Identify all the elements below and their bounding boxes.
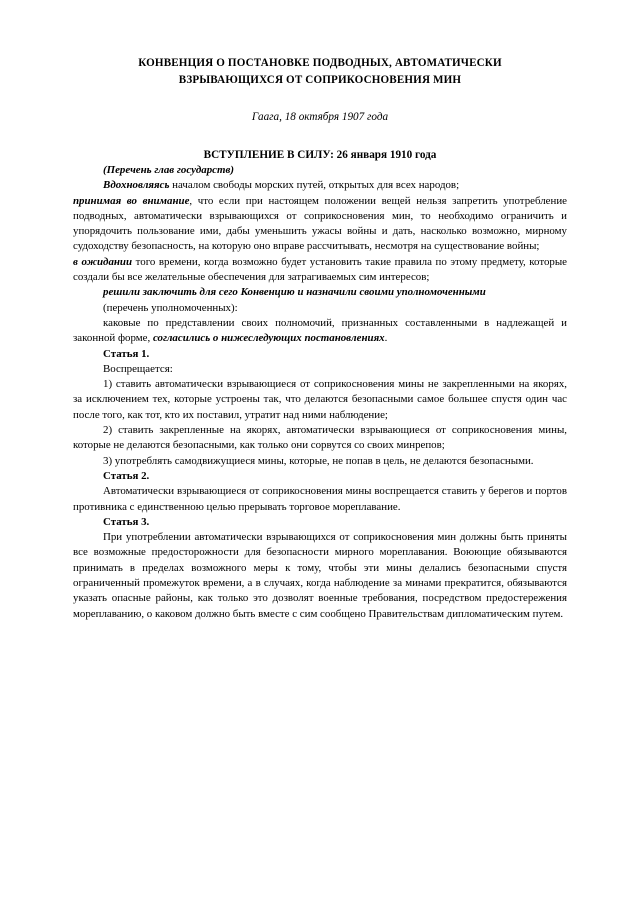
article-1-heading: Статья 1. — [103, 347, 150, 360]
recital-2 — [73, 194, 567, 255]
entry-into-force: ВСТУПЛЕНИЕ В СИЛУ: 26 января 1910 года — [203, 149, 437, 161]
recital-3-lead: в ожидании — [73, 255, 133, 268]
agreement-clause — [73, 316, 567, 347]
article-1-lead: Воспрещается: — [103, 362, 173, 375]
article-3-heading: Статья 3. — [103, 515, 150, 528]
place-and-date: Гаага, 18 октября 1907 года — [251, 111, 389, 123]
page-title — [73, 55, 567, 88]
recital-2-lead: принимая во внимание — [73, 194, 190, 207]
agreement-tail: . — [384, 332, 388, 345]
agreement-emphasis: согласились о нижеследующих постановлениях — [152, 332, 385, 345]
article-2-heading: Статья 2. — [103, 469, 150, 482]
recital-1-lead: Вдохновляясь — [103, 179, 170, 192]
agreement-lead: каковые по представлении своих полномочий, признанных составленными в надлежащей и законной форме, — [73, 316, 567, 345]
resolution-clause: решили заключить для сего Конвенцию и назначили своими уполномоченными — [103, 286, 486, 299]
article-1-item-1: 1) ставить автоматически взрывающиеся от соприкосновения мины не закрепленными на якорях, за исключением тех, которые устроены так, что делаются безопасными самое большее спустя один час после того, как тот, кто их поставил, утратит над ними наблюдение; — [73, 378, 567, 421]
article-3-paragraph-1: При употреблении автоматически взрывающихся от соприкосновения мин должны быть приняты все возможные предосторожности для безопасности мирного мореплавания. Воюющие обязываются принимать в пределах возможного меры к тому, чтобы эти мины делались безопасными спустя ограниченный промежуток времени, а в случаях, когда наблюдение за минами прекратится, обязываются указать опасные районы, как только это дозволят военные требования, посредством предостережения мореплаванию, о каковом должно быть вместе с сим сообщено Правительствам дипломатическим путем. — [73, 531, 567, 620]
page-title-line-2: ВЗРЫВАЮЩИХСЯ ОТ СОПРИКОСНОВЕНИЯ МИН — [178, 73, 462, 86]
page-title-line-1: КОНВЕНЦИЯ О ПОСТАНОВКЕ ПОДВОДНЫХ, АВТОМАТИЧЕСКИ — [138, 57, 502, 69]
article-2-paragraph-1: Автоматически взрывающиеся от соприкосновения мины воспрещается ставить у берегов и портов противника с единственною целью прерывать торговое мореплавание. — [73, 485, 567, 513]
recital-1-rest: началом свободы морских путей, открытых для всех народов; — [169, 179, 460, 192]
recital-1 — [73, 178, 567, 193]
heads-of-state-note: (Перечень глав государств) — [103, 164, 234, 176]
article-1-item-2: 2) ставить закрепленные на якорях, автоматически взрывающиеся от соприкосновения мины, которые не делаются безопасными, как только они сорвутся со своих минрепов; — [73, 424, 567, 452]
recital-3 — [73, 255, 567, 286]
recital-2-rest: , что если при настоящем положении вещей нельзя запретить употребление подводных, автоматически взрывающихся от соприкосновения мин, то необходимо ограничить и упорядочить пользование ими, дабы уменьшить ужасы войны и дать, насколько возможно, мирному судоходству безопасность, на которую оно вправе рассчитывать, несмотря на существование войны; — [73, 194, 567, 253]
recital-3-rest: того времени, когда возможно будет установить такие правила по этому предмету, которые создали бы все желательные обеспечения для затрагиваемых сим интересов; — [73, 255, 567, 284]
article-1-item-3: 3) употреблять самодвижущиеся мины, которые, не попав в цель, не делаются безопасными. — [103, 454, 534, 467]
plenipotentiaries-note: (перечень уполномоченных): — [103, 301, 238, 314]
